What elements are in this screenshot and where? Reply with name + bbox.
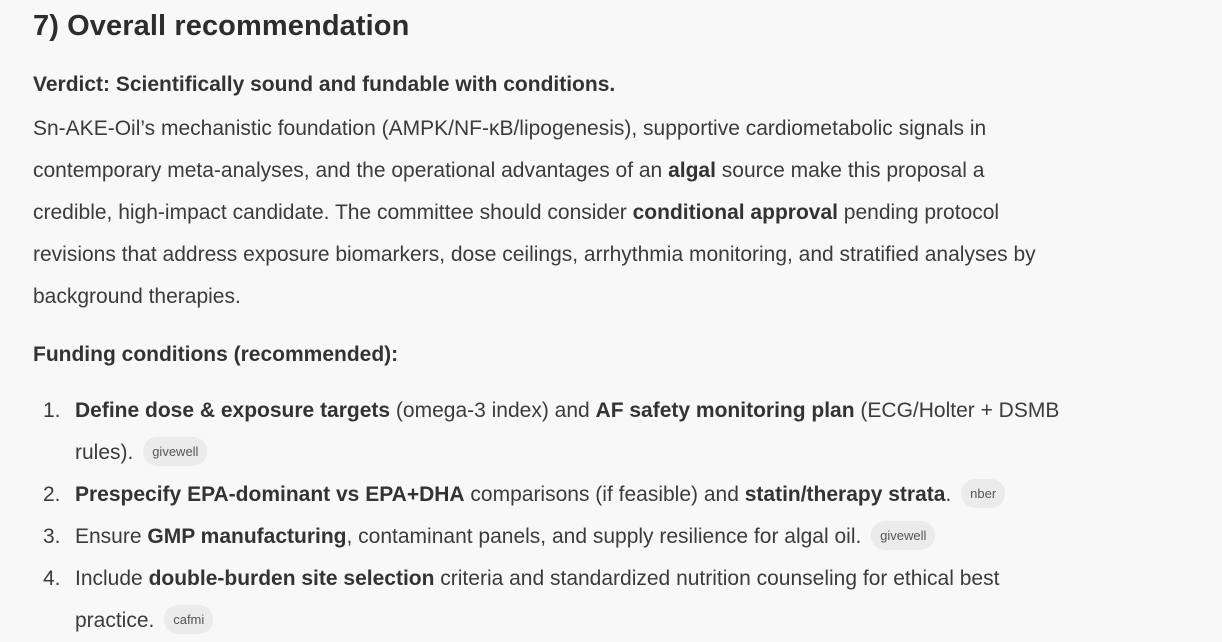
condition-emphasis: Define dose & exposure targets (75, 399, 391, 422)
condition-text: practice. (75, 609, 155, 632)
list-item (33, 558, 1193, 642)
paragraph-text: contemporary meta-analyses, and the operational advantages of an (33, 159, 669, 182)
citation-chip[interactable]: givewell (143, 437, 207, 466)
list-number: 1. (43, 399, 61, 422)
condition-text: Ensure (75, 525, 148, 548)
paragraph-line: background therapies. (33, 285, 241, 308)
paragraph-text: credible, high-impact candidate. The committee should consider (33, 201, 633, 224)
list-item (33, 516, 1193, 558)
condition-text: (ECG/Holter + DSMB (854, 399, 1060, 422)
condition-emphasis: GMP manufacturing (147, 525, 347, 548)
funding-conditions-list (33, 390, 1193, 642)
condition-text: . (945, 483, 952, 506)
condition-text: , contaminant panels, and supply resilience for algal oil. (346, 525, 862, 548)
verdict-text: Verdict: Scientifically sound and fundable with conditions. (33, 73, 616, 96)
section-heading: 7) Overall recommendation (33, 10, 410, 42)
emphasis-algal: algal (668, 159, 716, 182)
condition-emphasis: double-burden site selection (148, 567, 435, 590)
emphasis-conditional-approval: conditional approval (632, 201, 838, 224)
condition-emphasis: Prespecify EPA-dominant vs EPA+DHA (75, 483, 465, 506)
paragraph-line (33, 192, 1193, 234)
condition-text: Include (75, 567, 149, 590)
list-number: 2. (43, 483, 61, 506)
condition-text: rules). (75, 441, 134, 464)
funding-conditions-title: Funding conditions (recommended): (33, 343, 399, 366)
list-number: 4. (43, 567, 61, 590)
citation-chip[interactable]: cafmi (164, 605, 213, 634)
paragraph-text: source make this proposal a (715, 159, 985, 182)
condition-text: criteria and standardized nutrition counseling for ethical best (434, 567, 1000, 590)
citation-chip[interactable]: nber (961, 479, 1005, 508)
paragraph-text: pending protocol (837, 201, 1000, 224)
paragraph-line: Sn-AKE-Oil’s mechanistic foundation (AMPK/NF-κB/lipogenesis), supportive cardiometabolic signals in (33, 117, 987, 140)
condition-text: (omega-3 index) and (390, 399, 596, 422)
paragraph-line (33, 150, 1193, 192)
condition-emphasis: AF safety monitoring plan (595, 399, 855, 422)
list-item (33, 390, 1193, 474)
recommendation-paragraph (33, 108, 1193, 318)
list-item (33, 474, 1193, 516)
citation-chip[interactable]: givewell (871, 521, 935, 550)
paragraph-line: revisions that address exposure biomarkers, dose ceilings, arrhythmia monitoring, and stratified analyses by (33, 243, 1036, 266)
list-number: 3. (43, 525, 61, 548)
condition-text: comparisons (if feasible) and (464, 483, 745, 506)
condition-emphasis: statin/therapy strata (744, 483, 946, 506)
